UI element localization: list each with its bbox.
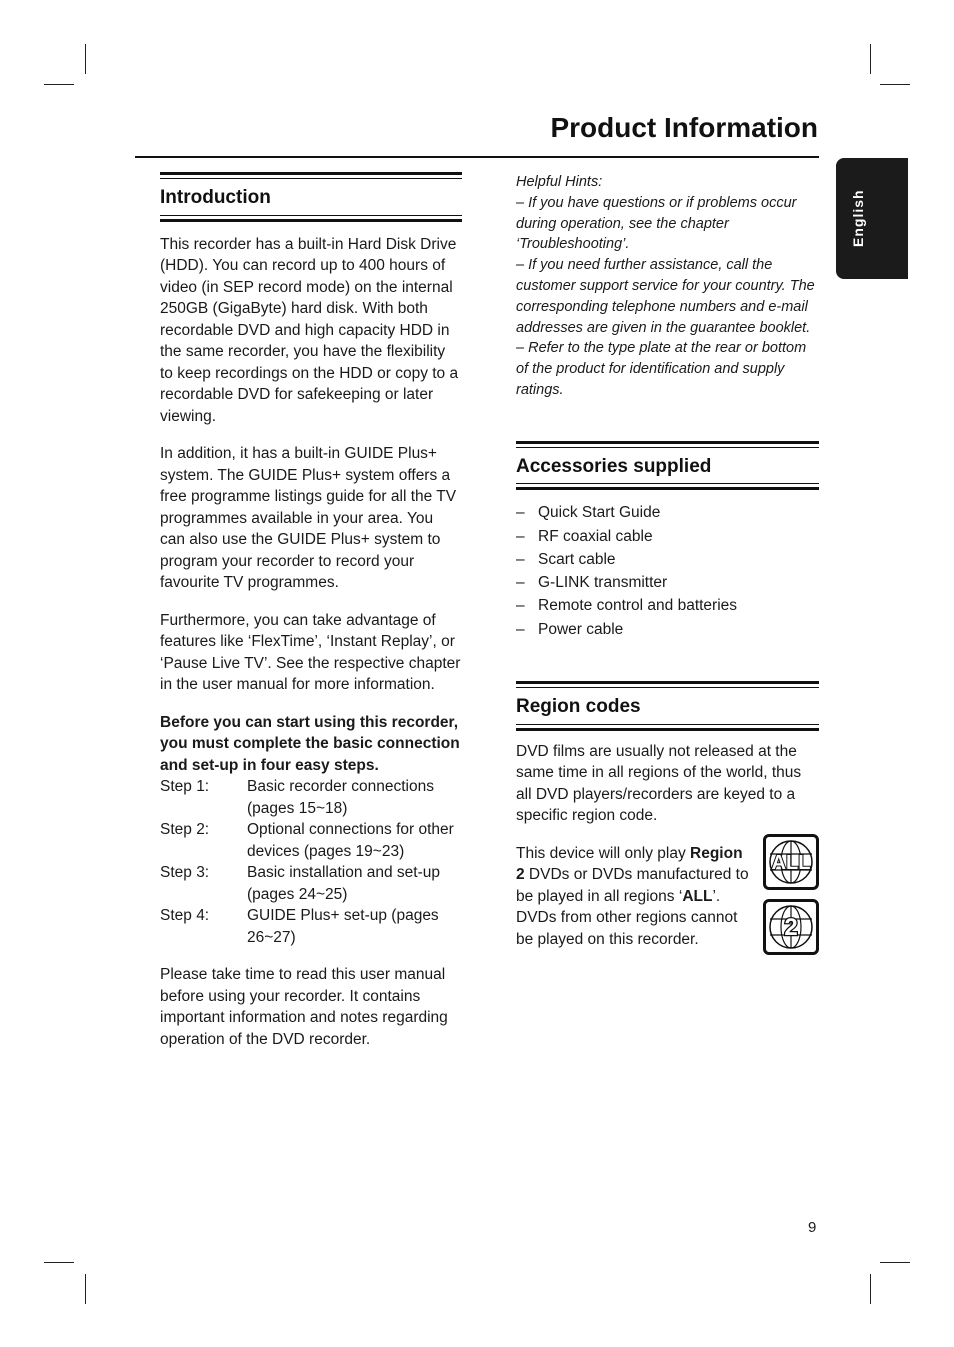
region-paragraph: DVD films are usually not released at the same time in all regions of the world, thus all DVD players/recorders are keyed to a specific region code. [516,742,802,825]
accessory-text: RF coaxial cable [538,527,653,545]
title-rule [135,156,819,158]
heading-rule [516,483,819,490]
accessory-item [516,594,819,617]
accessory-text: Quick Start Guide [538,504,661,522]
step-text: Basic recorder connections (pages 15~18) [247,778,434,817]
accessory-text: Remote control and batteries [538,597,738,615]
region-all-icon [763,834,819,890]
introduction-heading-block [160,172,462,222]
page-number: 9 [808,1219,817,1236]
hints-title: Helpful Hints: [516,174,603,190]
accessory-item [516,571,819,594]
crop-mark [880,84,910,85]
helpful-hints [516,172,819,401]
page-title: Product Information [550,112,818,143]
hint-item: – Refer to the type plate at the rear or bottom of the product for identification and supply ratings. [516,340,807,398]
step-label: Step 3: [160,864,210,881]
accessory-text: G-LINK transmitter [538,574,668,592]
crop-mark [870,44,871,74]
language-tab-label: English [850,189,866,247]
crop-mark [44,1262,74,1263]
region-2-label: 2 [784,913,798,941]
step-item [160,862,462,905]
left-column [160,172,462,1050]
intro-paragraph: This recorder has a built-in Hard Disk Drive (HDD). You can record up to 400 hours of video (in SEP record mode) on the internal 250GB (GigaByte) hard disk. With both recordable DVD and high capacity HDD in the same recorder, you have the flexibility to keep recordings on the HDD or copy to a recordable DVD for safekeeping or later viewing. [160,235,459,425]
accessories-heading: Accessories supplied [516,455,712,477]
introduction-heading: Introduction [160,187,271,208]
crop-mark [85,1274,86,1304]
accessories-list [516,501,819,641]
heading-rule [516,681,819,688]
region-heading: Region codes [516,696,641,718]
region-2-icon [763,899,819,955]
dash: – [516,597,525,615]
region-device-text [516,843,752,951]
dash: – [516,620,525,638]
hint-item: – If you need further assistance, call the customer support service for your country. The corresponding telephone numbers and e-mail addresses are given in the guarantee booklet. [516,257,815,336]
text-run-bold: Region 2 [516,844,743,884]
text-run: DVDs or DVDs manufactured to be played in all regions ‘ [516,866,749,905]
text-run-bold: ALL [682,887,713,905]
text-run: ’. DVDs from other regions cannot be played on this recorder. [516,887,738,948]
step-text: GUIDE Plus+ set-up (pages 26~27) [247,907,439,946]
heading-rule [160,172,462,179]
accessory-item [516,548,819,571]
step-label: Step 2: [160,821,210,838]
hint-item: – If you have questions or if problems occur during operation, see the chapter ‘Troubleshooting’. [516,194,797,253]
dash: – [516,527,525,545]
region-heading-block [516,681,819,731]
heading-rule [160,215,462,222]
heading-rule [516,724,819,731]
accessory-text: Scart cable [538,550,616,568]
accessory-item [516,525,819,548]
text-run: This device will only play [516,844,691,862]
region-device-block [516,843,819,951]
right-column [516,172,819,950]
accessories-heading-block [516,441,819,491]
dash: – [516,574,525,592]
region-all-label: ALL [771,851,811,874]
intro-paragraph: In addition, it has a built-in GUIDE Plus+ system. The GUIDE Plus+ system offers a free programme listings guide for all the TV programmes available in your area. You can also use the GUIDE Plus+ system to program your recorder to record your favourite TV programmes. [160,445,457,591]
crop-mark [880,1262,910,1263]
setup-steps [160,776,462,948]
crop-mark [870,1274,871,1304]
accessory-item [516,501,819,524]
step-text: Optional connections for other devices (pages 19~23) [247,821,454,860]
intro-paragraph: Furthermore, you can take advantage of features like ‘FlexTime’, ‘Instant Replay’, or ‘Pause Live TV’. See the respective chapter in the user manual for more information. [160,611,461,693]
closing-paragraph: Please take time to read this user manual before using your recorder. It contains important information and notes regarding operation of the DVD recorder. [160,966,448,1048]
dash: – [516,504,525,522]
step-label: Step 4: [160,907,210,924]
crop-mark [85,44,86,74]
accessory-item [516,618,819,641]
step-item [160,905,462,948]
crop-mark [44,84,74,85]
accessory-text: Power cable [538,620,624,638]
step-item [160,819,462,862]
dash: – [516,550,525,568]
step-text: Basic installation and set-up (pages 24~25) [247,864,441,903]
step-item [160,776,462,819]
language-tab [836,158,908,279]
heading-rule [516,441,819,448]
setup-intro: Before you can start using this recorder, you must complete the basic connection and set-up in four easy steps. [160,713,460,774]
step-label: Step 1: [160,778,210,795]
